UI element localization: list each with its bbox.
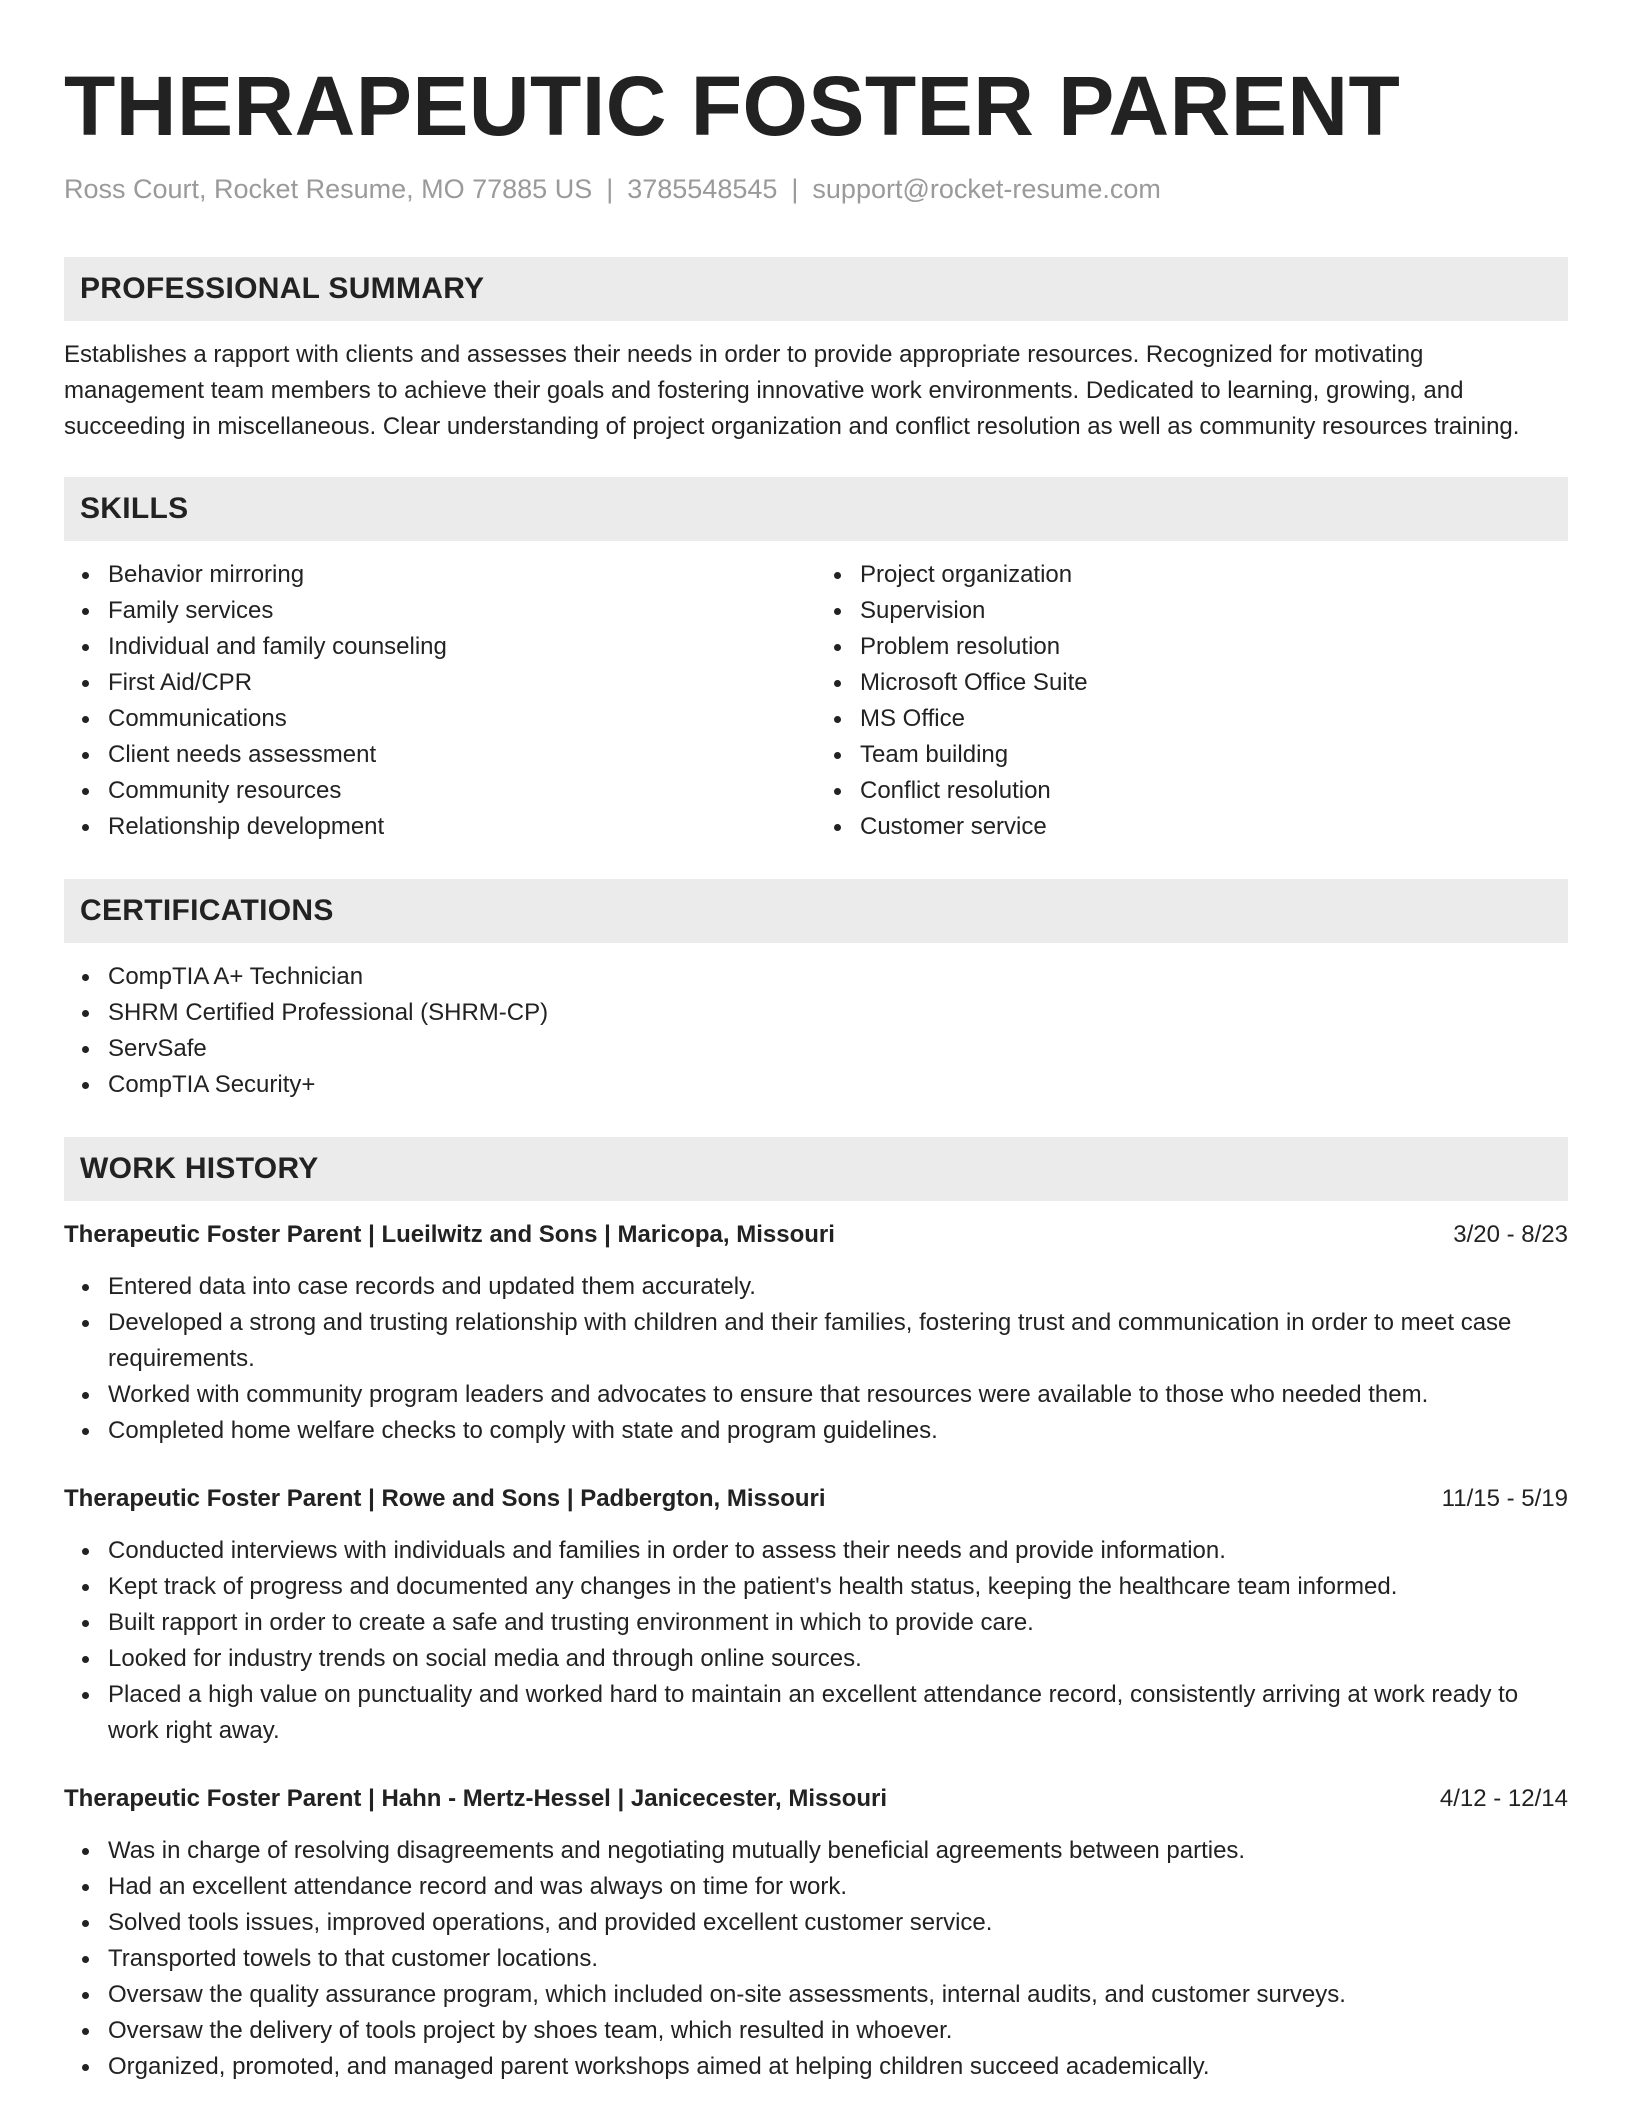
contact-email: support@rocket-resume.com [812,174,1161,204]
skill-item: First Aid/CPR [108,665,816,701]
job-bullet: Placed a high value on punctuality and worked hard to maintain an excellent attendance record, consistently arriving at work ready to work right away. [108,1677,1568,1749]
skill-item: MS Office [860,701,1568,737]
skill-item: Communications [108,701,816,737]
certification-item: CompTIA Security+ [108,1067,1568,1103]
job-bullet: Transported towels to that customer locations. [108,1941,1568,1977]
job-bullet: Completed home welfare checks to comply with state and program guidelines. [108,1413,1568,1449]
job-bullet: Was in charge of resolving disagreements and negotiating mutually beneficial agreements between parties. [108,1833,1568,1869]
skill-item: Project organization [860,557,1568,593]
job-bullet: Developed a strong and trusting relationship with children and their families, fostering trust and communication in order to meet case requirements. [108,1305,1568,1377]
job-title: Therapeutic Foster Parent | Rowe and Sons | Padbergton, Missouri [64,1485,826,1512]
certification-item: SHRM Certified Professional (SHRM-CP) [108,995,1568,1031]
skill-item: Individual and family counseling [108,629,816,665]
skill-item: Family services [108,593,816,629]
contact-line [64,172,1568,206]
skills-grid [64,557,1568,845]
job-bullets [64,1833,1568,2085]
contact-separator: | [606,174,614,204]
job-bullet: Oversaw the quality assurance program, which included on-site assessments, internal audits, and customer surveys. [108,1977,1568,2013]
skill-item: Team building [860,737,1568,773]
summary-heading: PROFESSIONAL SUMMARY [64,257,1568,321]
skill-item: Behavior mirroring [108,557,816,593]
job-entry [64,1481,1568,1749]
job-bullet: Built rapport in order to create a safe and trusting environment in which to provide care. [108,1605,1568,1641]
skills-list-right [816,557,1568,845]
skill-item: Client needs assessment [108,737,816,773]
skills-list-left [64,557,816,845]
job-header [64,1781,1568,1817]
skill-item: Supervision [860,593,1568,629]
skill-item: Microsoft Office Suite [860,665,1568,701]
resume-title: THERAPEUTIC FOSTER PARENT [64,59,1401,153]
certifications-list [64,959,1568,1103]
certification-item: CompTIA A+ Technician [108,959,1568,995]
job-title: Therapeutic Foster Parent | Hahn - Mertz-Hessel | Janicecester, Missouri [64,1785,888,1812]
contact-address: Ross Court, Rocket Resume, MO 77885 US [64,174,593,204]
contact-separator: | [791,174,799,204]
work-history-heading: WORK HISTORY [64,1137,1568,1201]
job-dates: 3/20 - 8/23 [1453,1221,1568,1248]
skill-item: Problem resolution [860,629,1568,665]
job-bullets [64,1269,1568,1449]
skill-item: Conflict resolution [860,773,1568,809]
job-bullet: Looked for industry trends on social media and through online sources. [108,1641,1568,1677]
job-title: Therapeutic Foster Parent | Lueilwitz and Sons | Maricopa, Missouri [64,1221,835,1248]
skills-heading: SKILLS [64,477,1568,541]
job-bullet: Solved tools issues, improved operations, and provided excellent customer service. [108,1905,1568,1941]
contact-phone: 3785548545 [627,174,778,204]
job-bullet: Worked with community program leaders and advocates to ensure that resources were available to those who needed them. [108,1377,1568,1413]
job-header [64,1217,1568,1253]
job-bullet: Entered data into case records and updated them accurately. [108,1269,1568,1305]
job-bullet: Oversaw the delivery of tools project by shoes team, which resulted in whoever. [108,2013,1568,2049]
job-header [64,1481,1568,1517]
certifications-heading: CERTIFICATIONS [64,879,1568,943]
summary-text: Establishes a rapport with clients and assesses their needs in order to provide appropriate resources. Recognized for motivating management team members to achieve their goals and fostering innovative work environments. Dedicated to learning, growing, and succeeding in miscellaneous. Clear understanding of project organization and conflict resolution as well as community resources training. [64,341,1520,440]
job-bullet: Conducted interviews with individuals and families in order to assess their needs and provide information. [108,1533,1568,1569]
job-bullet: Kept track of progress and documented any changes in the patient's health status, keeping the healthcare team informed. [108,1569,1568,1605]
job-bullet: Had an excellent attendance record and was always on time for work. [108,1869,1568,1905]
job-bullet: Organized, promoted, and managed parent workshops aimed at helping children succeed academically. [108,2049,1568,2085]
job-entry [64,1781,1568,2085]
skill-item: Customer service [860,809,1568,845]
job-dates: 11/15 - 5/19 [1441,1485,1568,1512]
certification-item: ServSafe [108,1031,1568,1067]
job-bullets [64,1533,1568,1749]
job-entry [64,1217,1568,1449]
skill-item: Community resources [108,773,816,809]
skill-item: Relationship development [108,809,816,845]
job-dates: 4/12 - 12/14 [1439,1785,1568,1812]
